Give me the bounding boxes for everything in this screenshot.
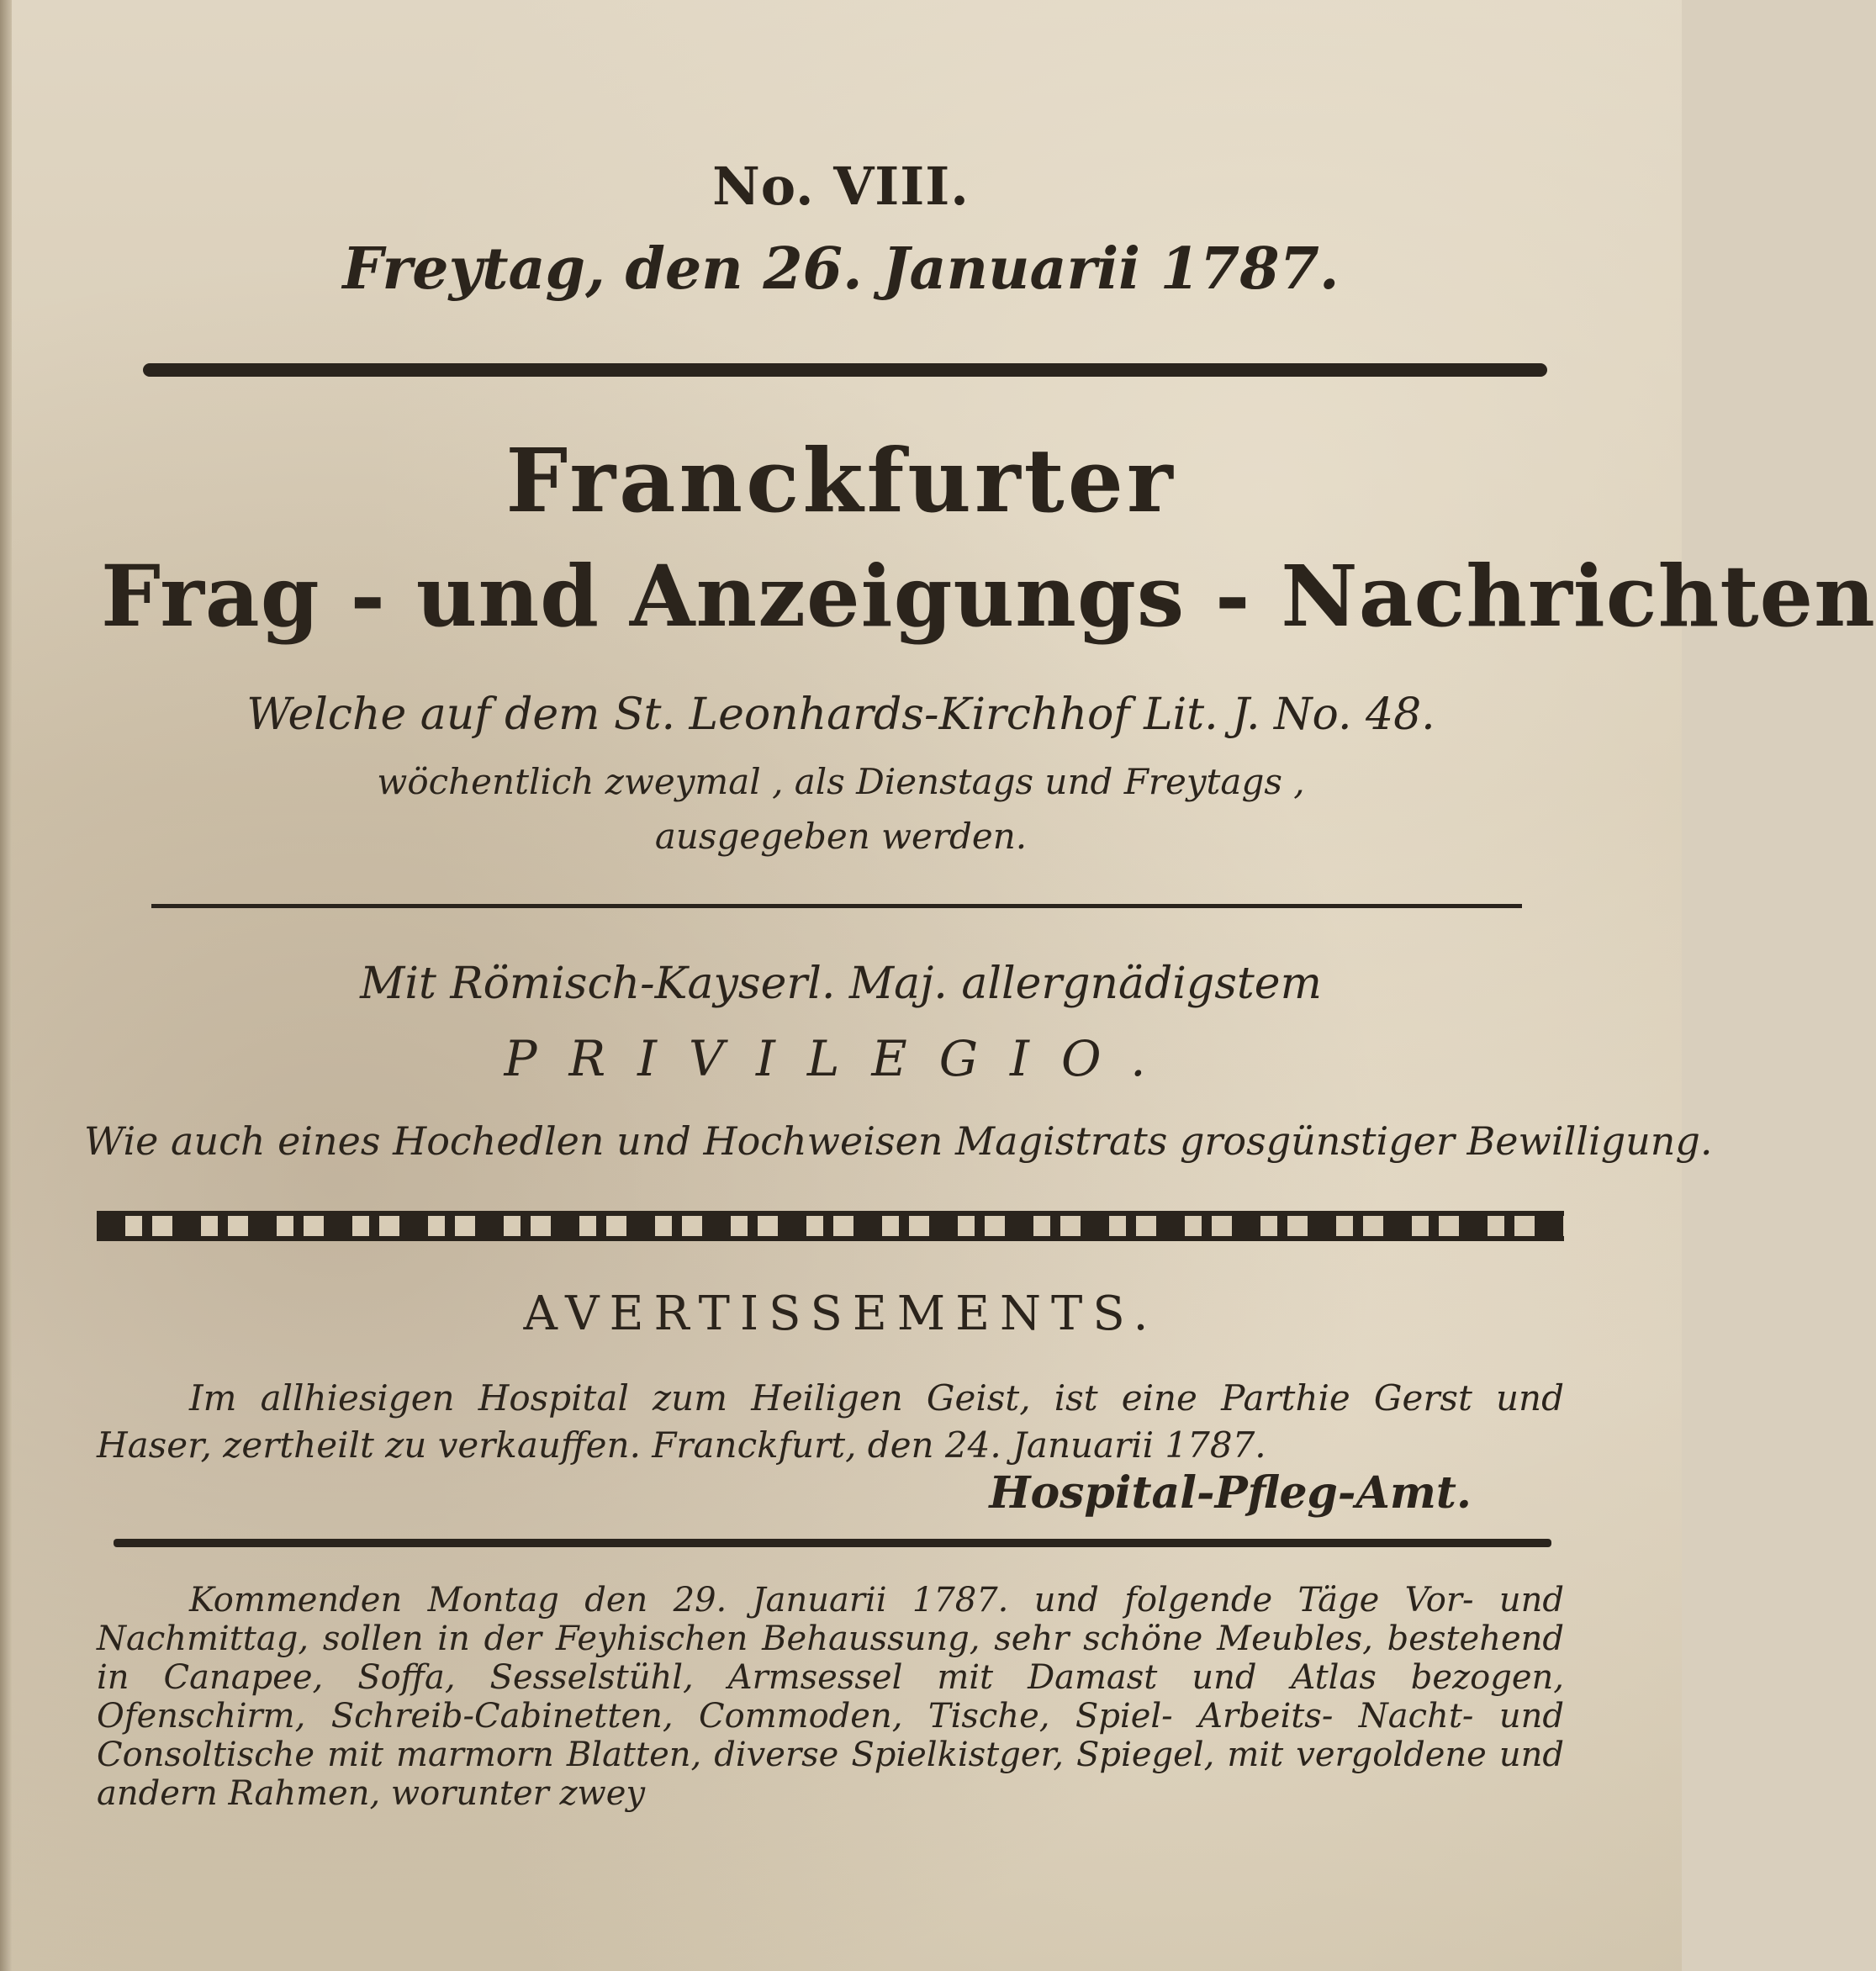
section-heading: AVERTISSEMENTS.: [523, 1287, 1159, 1341]
issue-number: No. VIII.: [712, 156, 970, 217]
issue-date: Freytag, den 26. Januarii 1787.: [342, 235, 1340, 303]
advertisement-1-text: Im allhiesigen Hospital zum Heiligen Geist, ist eine Parthie Gerst und Haser, zertheilt zu verkauffen. Franckfurt, den 24. Januarii 1787.: [97, 1377, 1564, 1466]
publication-note: ausgegeben werden.: [654, 816, 1028, 857]
publisher-address: Welche auf dem St. Leonhards-Kirchhof Lit. J. No. 48.: [246, 690, 1435, 740]
privilege-line1: Mit Römisch-Kayserl. Maj. allergnädigstem: [360, 959, 1322, 1009]
newspaper-title-line2: Frag - und Anzeigungs - Nachrichten: [101, 547, 1876, 646]
advertisement-1-signature: Hospital-Pfleg-Amt.: [989, 1467, 1472, 1519]
advertisement-2-text: Kommenden Montag den 29. Januarii 1787. und folgende Täge Vor- und Nachmittag, sollen in der Feyhischen Behaussung, sehr schöne Meubles, bestehend in Canapee, Soffa, Sesselstühl, Armsessel mit Damast und Atlas bezogen, Ofenschirm, Schreib-Cabinetten, Commoden, Tische, Spiel- Arbeits- Nacht- und Consoltische mit marmorn Blatten, diverse Spielkistger, Spiegel, mit vergoldene und andern Rahmen, worunter zwey: [97, 1581, 1564, 1813]
privilege-line3: Wie auch eines Hochedlen und Hochweisen Magistrats grosgünstiger Bewilligung.: [84, 1118, 1713, 1164]
newspaper-title-line1: Franckfurter: [505, 429, 1176, 532]
publication-frequency: wöchentlich zweymal , als Dienstags und Freytags ,: [377, 761, 1305, 802]
top-rule: [143, 363, 1547, 377]
ornamental-border: [97, 1211, 1564, 1241]
privilege-heading: PRIVILEGIO.: [504, 1030, 1178, 1087]
middle-rule: [151, 904, 1522, 908]
lower-rule: [114, 1539, 1551, 1547]
